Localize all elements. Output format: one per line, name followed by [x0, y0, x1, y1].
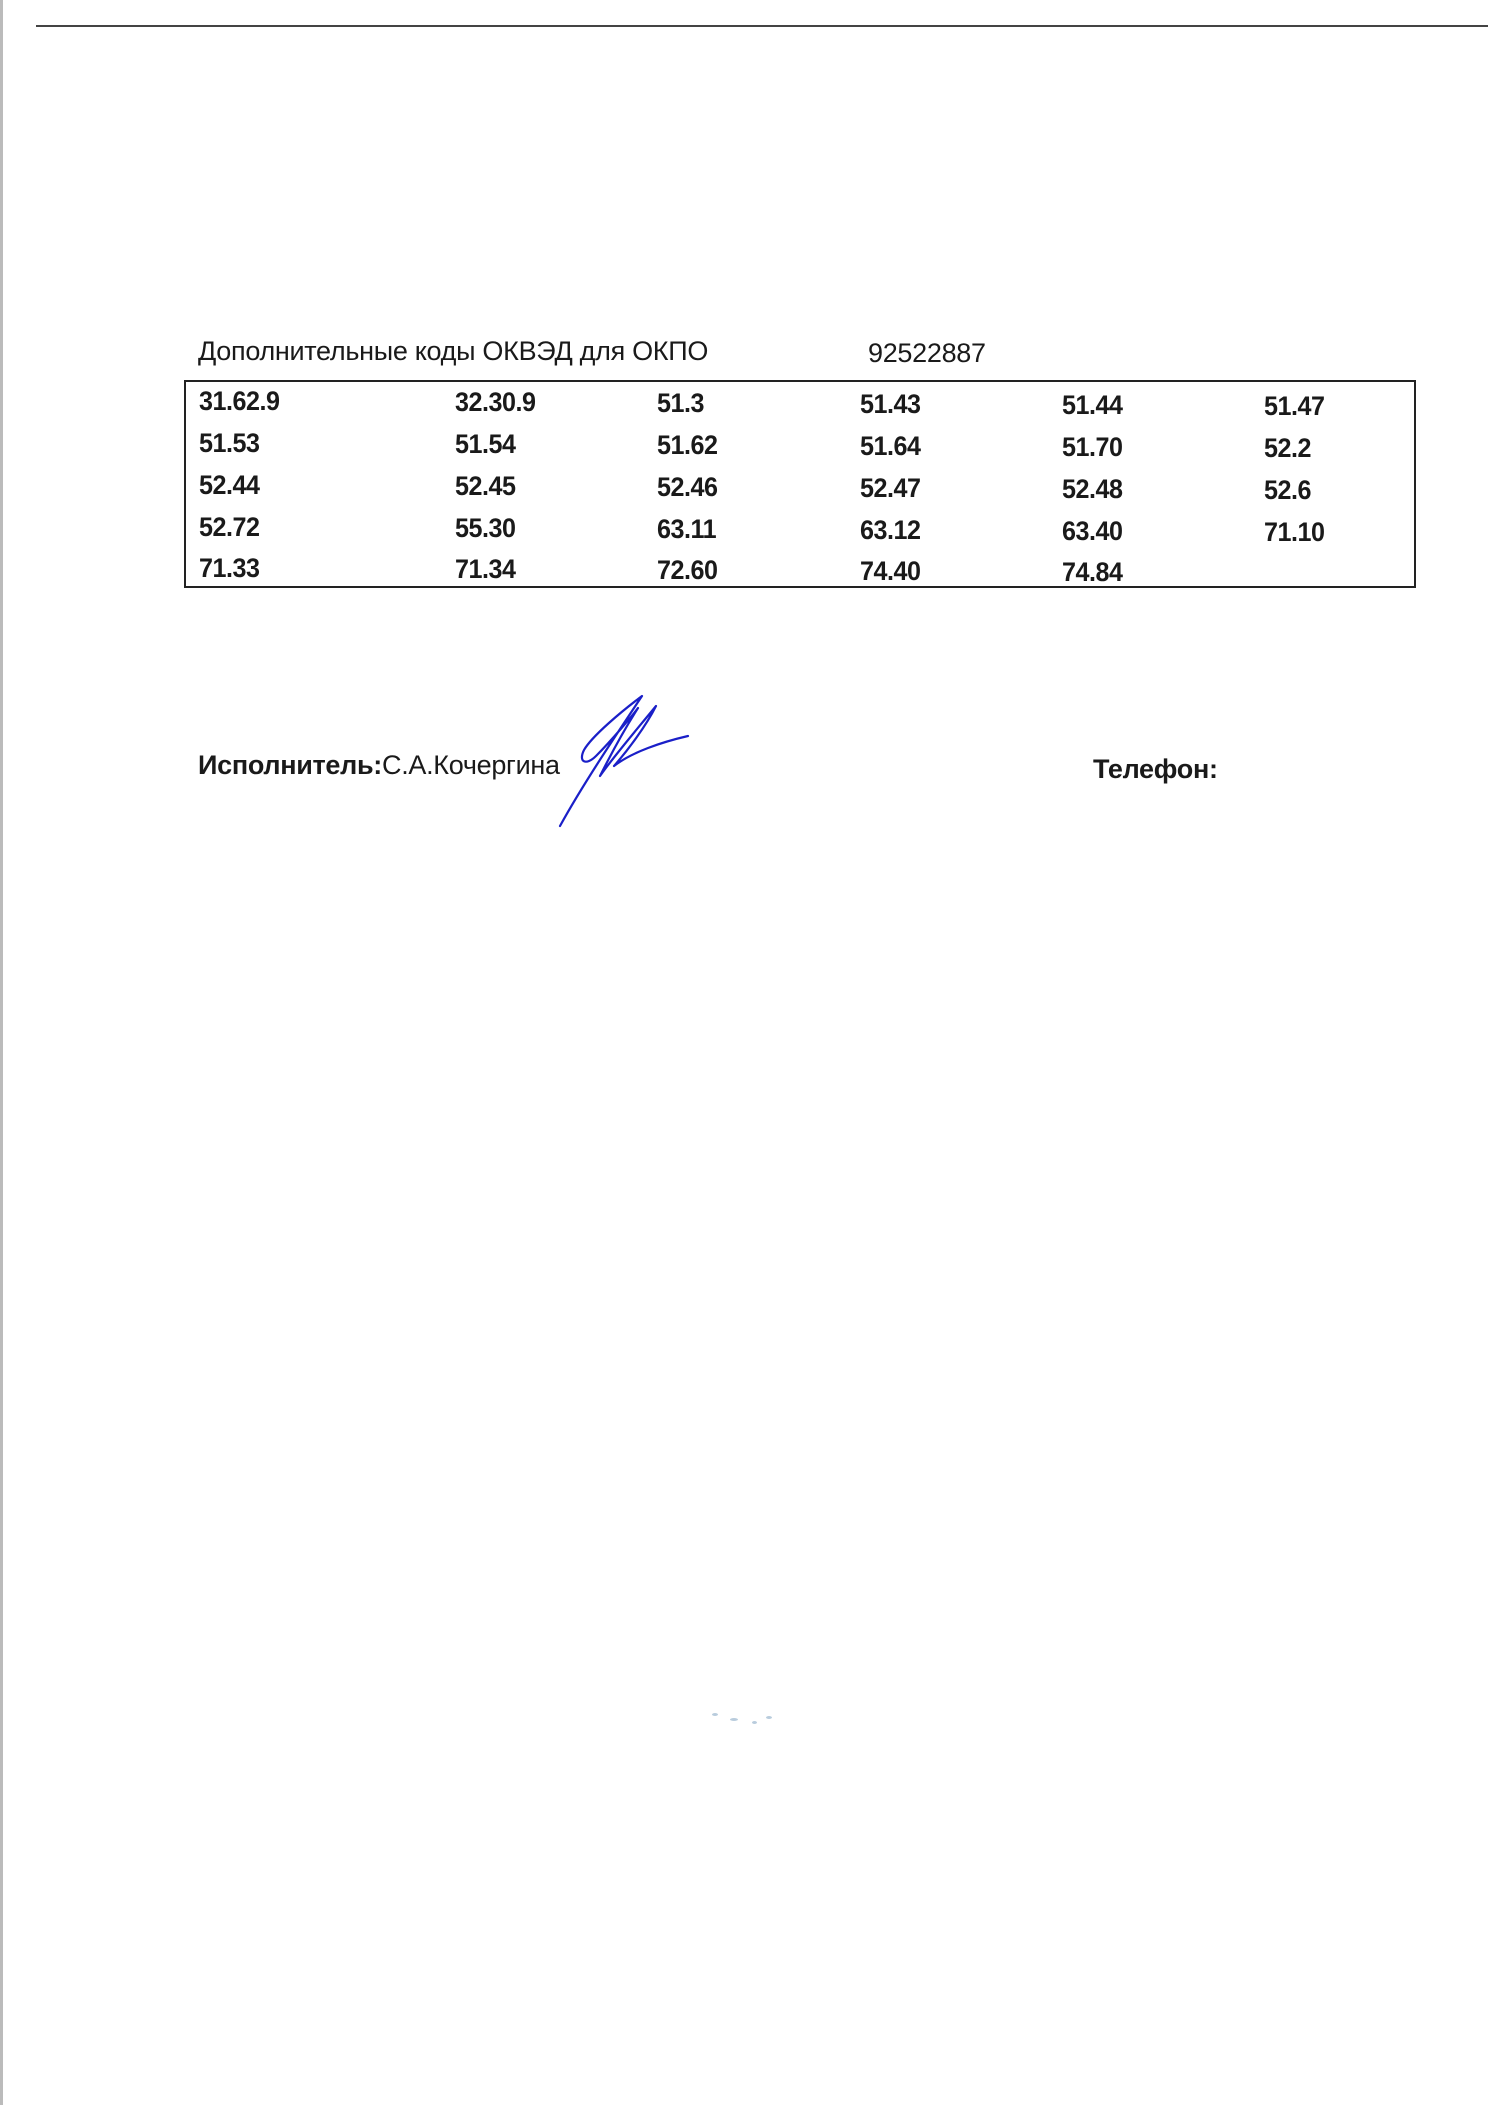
code-cell: 51.47 — [1264, 391, 1325, 421]
code-cell: 74.40 — [860, 556, 921, 586]
scan-speck — [730, 1718, 738, 1721]
code-cell: 52.45 — [455, 471, 516, 501]
code-cell: 63.11 — [657, 514, 717, 544]
code-cell: 51.54 — [455, 429, 516, 459]
code-cell: 52.72 — [199, 512, 260, 542]
code-cell: 32.30.9 — [455, 387, 536, 417]
executor-label: Исполнитель: — [198, 750, 382, 780]
handwritten-signature — [552, 686, 692, 832]
code-cell: 52.44 — [199, 470, 260, 500]
code-cell: 71.10 — [1264, 517, 1325, 547]
table-row — [186, 512, 1414, 554]
code-cell: 51.64 — [860, 431, 921, 461]
scan-speck — [766, 1716, 772, 1719]
code-cell: 52.2 — [1264, 433, 1312, 463]
code-cell: 74.84 — [1062, 557, 1123, 587]
scan-speck — [712, 1713, 718, 1716]
code-cell: 51.70 — [1062, 432, 1123, 462]
okpo-number: 92522887 — [868, 338, 986, 368]
executor-name: С.А.Кочергина — [382, 750, 560, 780]
code-cell: 71.33 — [199, 553, 260, 583]
table-row — [186, 553, 1414, 595]
code-cell: 63.40 — [1062, 516, 1123, 546]
table-row — [186, 428, 1414, 470]
okved-codes-table — [184, 380, 1416, 588]
code-cell: 52.6 — [1264, 475, 1312, 505]
code-cell: 51.62 — [657, 430, 718, 460]
top-rule — [36, 25, 1488, 27]
code-cell: 52.48 — [1062, 474, 1123, 504]
scan-edge — [0, 0, 3, 2105]
code-cell: 51.3 — [657, 388, 705, 418]
table-row — [186, 386, 1414, 428]
code-cell: 72.60 — [657, 555, 718, 585]
code-cell: 71.34 — [455, 554, 516, 584]
code-cell: 51.44 — [1062, 390, 1123, 420]
code-cell: 51.43 — [860, 389, 921, 419]
codes-heading: Дополнительные коды ОКВЭД для ОКПО — [198, 336, 709, 366]
code-cell: 52.46 — [657, 472, 718, 502]
code-cell: 52.47 — [860, 473, 921, 503]
code-cell: 55.30 — [455, 513, 516, 543]
code-cell: 31.62.9 — [199, 386, 280, 416]
scan-speck — [752, 1721, 757, 1724]
code-cell: 63.12 — [860, 515, 921, 545]
table-row — [186, 470, 1414, 512]
code-cell: 51.53 — [199, 428, 260, 458]
phone-label: Телефон: — [1093, 754, 1218, 784]
